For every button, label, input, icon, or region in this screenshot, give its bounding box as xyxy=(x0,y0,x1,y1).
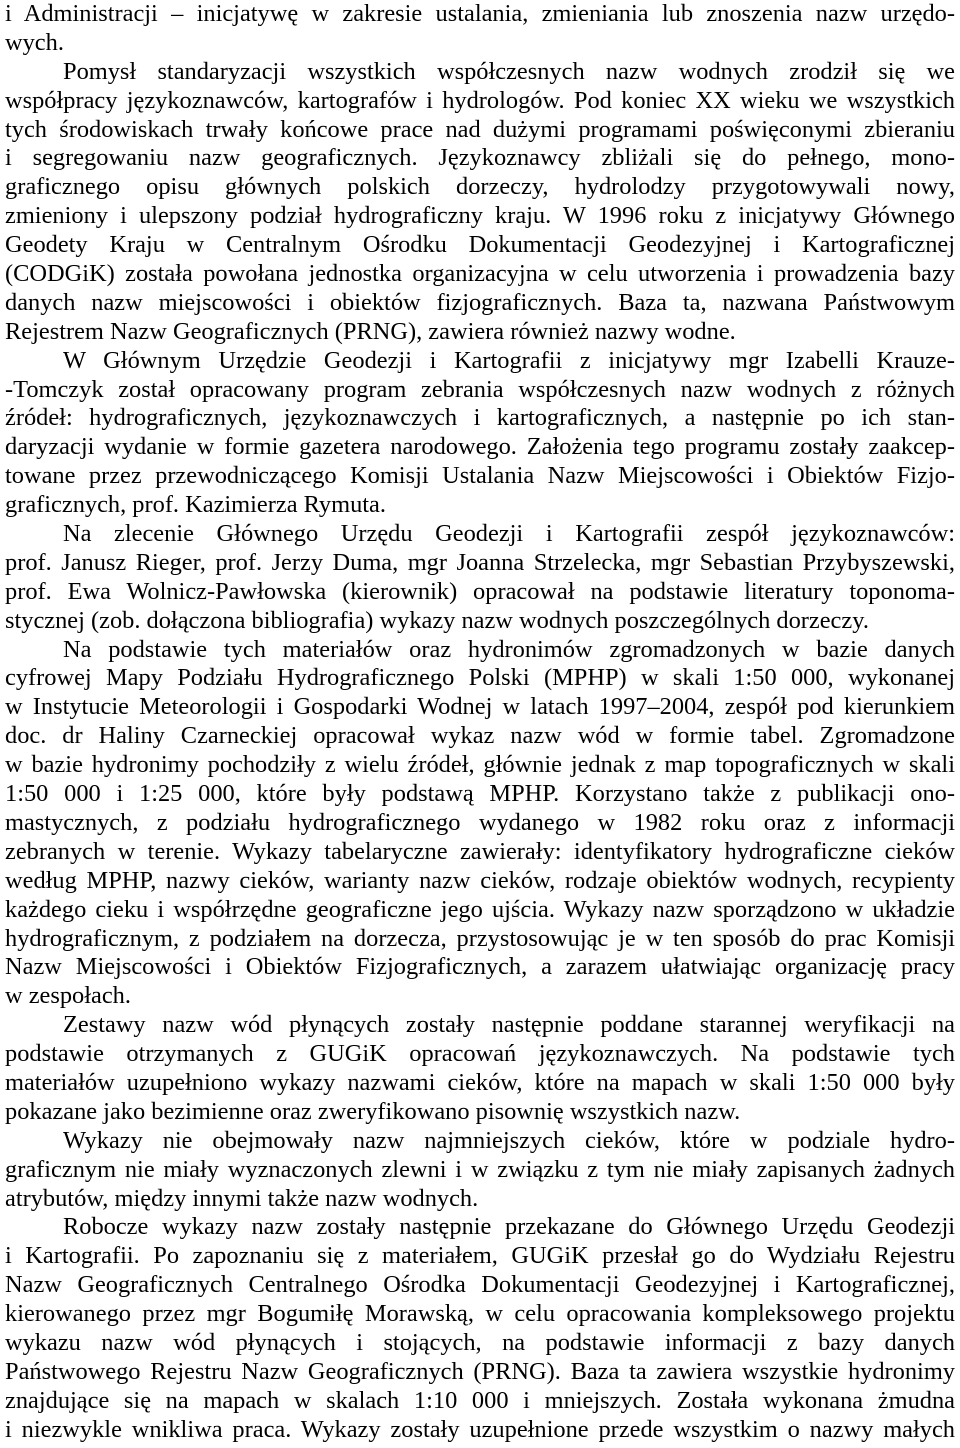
text-line: prof. Ewa Wolnicz-Pawłowska (kierownik) opracował na podstawie literatury toponoma- xyxy=(5,577,955,605)
text-line: Pomysł standaryzacji wszystkich współczesnych nazw wodnych zrodził się we xyxy=(63,57,955,85)
text-line: graficznego opisu głównych polskich dorzeczy, hydrolodzy przygotowywali nowy, xyxy=(5,173,955,201)
text-line: i segregowaniu nazw geograficznych. Językoznawcy zbliżali się do pełnego, mono- xyxy=(5,144,955,172)
text-line: Państwowego Rejestru Nazw Geograficznych (PRNG). Baza ta zawiera wszystkie hydronimy xyxy=(5,1357,955,1385)
text-line: wych. xyxy=(5,28,64,56)
text-line: hydrograficznym, z podziałem na dorzecza, przystosowując je w ten sposób do prac Komisji xyxy=(5,924,955,952)
text-line: atrybutów, między innymi także nazw wodnych. xyxy=(5,1184,479,1212)
text-line: mastycznych, z podziału hydrograficznego wydanego w 1982 roku oraz z informacji xyxy=(5,808,955,836)
paragraph xyxy=(5,347,955,520)
text-line: Zestawy nazw wód płynących zostały następnie poddane starannej weryfikacji na xyxy=(63,1011,955,1039)
paragraph xyxy=(5,0,955,58)
text-line: podstawie otrzymanych z GUGiK opracowań językoznawczych. Na podstawie tych xyxy=(5,1040,955,1068)
paragraph xyxy=(5,520,955,636)
text-line: każdego cieku i współrzędne geograficzne jego ujścia. Wykazy nazw sporządzono w układzie xyxy=(5,895,955,923)
text-line: Rejestrem Nazw Geograficznych (PRNG), zawiera również nazwy wodne. xyxy=(5,317,736,345)
text-line: Wykazy nie obejmowały nazw najmniejszych cieków, które w podziale hydro- xyxy=(63,1126,955,1154)
text-line: kierowanego przez mgr Bogumiłę Morawską, w celu opracowania kompleksowego projektu xyxy=(5,1300,955,1328)
paragraph xyxy=(5,1213,955,1444)
text-line: Geodety Kraju w Centralnym Ośrodku Dokumentacji Geodezyjnej i Kartograficznej xyxy=(5,231,955,259)
text-line: zmieniony i ulepszony podział hydrograficzny kraju. W 1996 roku z inicjatywy Głównego xyxy=(5,202,955,230)
paragraph xyxy=(5,1127,955,1214)
text-line: danych nazw miejscowości i obiektów fizjograficznych. Baza ta, nazwana Państwowym xyxy=(5,288,955,316)
text-line: graficznych, prof. Kazimierza Rymuta. xyxy=(5,491,386,519)
text-line: Na podstawie tych materiałów oraz hydronimów zgromadzonych w bazie danych xyxy=(63,635,955,663)
text-line: według MPHP, nazwy cieków, warianty nazw cieków, rodzaje obiektów wodnych, recypienty xyxy=(5,866,955,894)
text-line: współpracy językoznawców, kartografów i hydrologów. Pod koniec XX wieku we wszystkich xyxy=(5,86,955,114)
text-line: -Tomczyk został opracowany program zebrania współczesnych nazw wodnych z różnych xyxy=(5,375,955,403)
text-line: Nazw Miejscowości i Obiektów Fizjograficznych, a zarazem ułatwiając organizację pracy xyxy=(5,953,955,981)
text-line: W Głównym Urzędzie Geodezji i Kartografii z inicjatywy mgr Izabelli Krauze- xyxy=(63,346,955,374)
text-line: graficznym nie miały wyznaczonych zlewni i w związku z tym nie miały zapisanych żadnych xyxy=(5,1155,955,1183)
text-line: towane przez przewodniczącego Komisji Ustalania Nazw Miejscowości i Obiektów Fizjo- xyxy=(5,462,955,490)
paragraph xyxy=(5,636,955,1012)
paragraph xyxy=(5,1011,955,1127)
text-line: tych środowiskach trwały końcowe prace nad dużymi programami poświęconymi zbieraniu xyxy=(5,115,955,143)
text-line: daryzacji wydanie w formie gazetera narodowego. Założenia tego programu zostały zaakcep- xyxy=(5,433,955,461)
text-line: (CODGiK) została powołana jednostka organizacyjna w celu utworzenia i prowadzenia bazy xyxy=(5,260,955,288)
text-line: w zespołach. xyxy=(5,982,131,1010)
text-line: i niezwykle wnikliwa praca. Wykazy zostały uzupełnione przede wszystkim o nazwy małych xyxy=(5,1415,955,1443)
text-line: w bazie hydronimy pochodziły z wielu źródeł, głównie jednak z map topograficznych w skali xyxy=(5,751,955,779)
text-line: Na zlecenie Głównego Urzędu Geodezji i Kartografii zespół językoznawców: xyxy=(63,520,955,548)
text-line: źródeł: hydrograficznych, językoznawczych i kartograficznych, a następnie po ich stan- xyxy=(5,404,955,432)
text-line: pokazane jako bezimienne oraz zweryfikowano pisownię wszystkich nazw. xyxy=(5,1097,741,1125)
text-line: materiałów uzupełniono wykazy nazwami cieków, które na mapach w skali 1:50 000 były xyxy=(5,1068,955,1096)
text-line: Robocze wykazy nazw zostały następnie przekazane do Głównego Urzędu Geodezji xyxy=(63,1213,955,1241)
text-line: Nazw Geograficznych Centralnego Ośrodka Dokumentacji Geodezyjnej i Kartograficznej, xyxy=(5,1271,955,1299)
paragraph xyxy=(5,58,955,347)
text-line: prof. Janusz Rieger, prof. Jerzy Duma, mgr Joanna Strzelecka, mgr Sebastian Przybyszewski, xyxy=(5,548,955,576)
text-line: i Administracji – inicjatywę w zakresie ustalania, zmieniania lub znoszenia nazw urzędo- xyxy=(5,0,955,27)
text-line: stycznej (zob. dołączona bibliografia) wykazy nazw wodnych poszczególnych dorzeczy. xyxy=(5,606,869,634)
text-line: zebranych w terenie. Wykazy tabelaryczne zawierały: identyfikatory hydrograficzne cieków xyxy=(5,837,955,865)
document-page xyxy=(5,0,955,1445)
text-line: cyfrowej Mapy Podziału Hydrograficznego Polski (MPHP) w skali 1:50 000, wykonanej xyxy=(5,664,955,692)
text-line: i Kartografii. Po zapoznaniu się z materiałem, GUGiK przesłał go do Wydziału Rejestru xyxy=(5,1242,955,1270)
text-line: 1:50 000 i 1:25 000, które były podstawą MPHP. Korzystano także z publikacji ono- xyxy=(5,780,955,808)
text-line: w Instytucie Meteorologii i Gospodarki Wodnej w latach 1997–2004, zespół pod kierunkiem xyxy=(5,693,955,721)
text-line: wykazu nazw wód płynących i stojących, na podstawie informacji z bazy danych xyxy=(5,1328,955,1356)
text-line: znajdujące się na mapach w skalach 1:10 000 i mniejszych. Została wykonana żmudna xyxy=(5,1386,955,1414)
text-line: doc. dr Haliny Czarneckiej opracował wykaz nazw wód w formie tabel. Zgromadzone xyxy=(5,722,955,750)
